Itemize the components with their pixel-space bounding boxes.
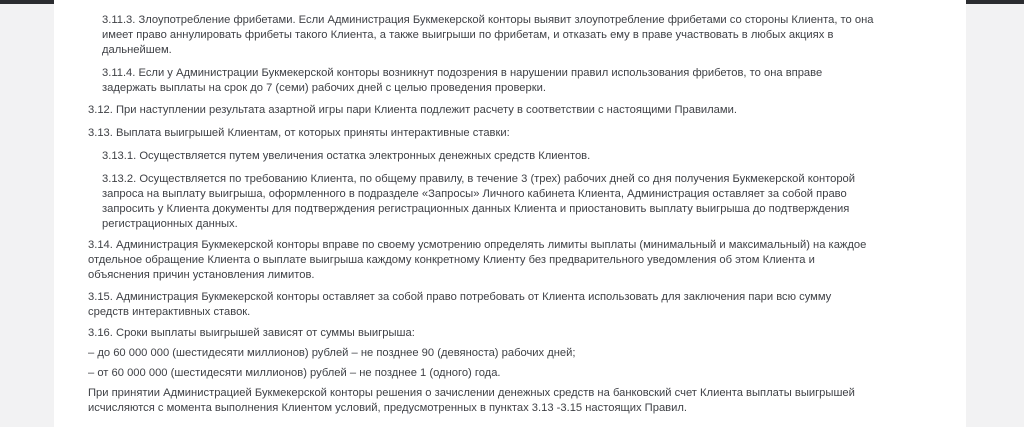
clause-3-13-2: 3.13.2. Осуществляется по требованию Клиента, по общему правилу, в течение 3 (трех) рабочих дней со дня получения Букмекерской конторой запроса на выплату выигрыша, оформленного в подразделе «Запросы» Личного кабинета Клиента, Администрация оставляет за собой право запросить у Клиента документы для подтверждения регистрационных данных Клиента и приостановить выплату выигрыша до подтверждения регистрационных данных. [102,173,856,230]
clause-3-13: 3.13. Выплата выигрышей Клиентам, от которых приняты интерактивные ставки: [88,127,510,139]
clause-3-16: 3.16. Сроки выплаты выигрышей зависят от суммы выигрыша: [88,327,415,339]
bank-account-payout-note: При принятии Администрацией Букмекерской конторы решения о зачислении денежных средств на банковский счет Клиента выплаты выигрышей исчисляются с момента выполнения Клиентом условий, предусмотренных в пунктах 3.13 -3.15 настоящих Правил. [88,387,855,414]
clause-3-15: 3.15. Администрация Букмекерской конторы оставляет за собой право потребовать от Клиента использовать для заключения пари всю сумму средств интерактивных ставок. [88,291,832,318]
clause-3-14: 3.14. Администрация Букмекерской конторы вправе по своему усмотрению определять лимиты выплаты (минимальный и максимальный) на каждое отдельное обращение Клиента о выплате выигрыша каждому конкретному Клиенту без предварительного уведомления об этом Клиента и объяснения причин установления лимитов. [88,239,867,281]
clause-3-11-4: 3.11.4. Если у Администрации Букмекерской конторы возникнут подозрения в нарушении правил использования фрибетов, то она вправе задержать выплаты на срок до 7 (семи) рабочих дней с целью проведения проверки. [102,67,823,94]
clause-3-12: 3.12. При наступлении результата азартной игры пари Клиента подлежит расчету в соответствии с настоящими Правилами. [88,104,737,116]
payout-term-item-2: – от 60 000 000 (шестидесяти миллионов) рублей – не позднее 1 (одного) года. [88,367,501,379]
clause-3-11-3: 3.11.3. Злоупотребление фрибетами. Если Администрация Букмекерской конторы выявит злоупотребление фрибетами со стороны Клиента, то она имеет право аннулировать фрибеты такого Клиента, а также выигрыши по фрибетам, и отказать ему в праве участвовать в любых акциях в дальнейшем. [102,14,874,56]
clause-3-13-1: 3.13.1. Осуществляется путем увеличения остатка электронных денежных средств Клиентов. [102,150,591,162]
rules-document [54,0,966,427]
payout-term-item-1: – до 60 000 000 (шестидесяти миллионов) рублей – не позднее 90 (девяноста) рабочих дней; [88,347,576,359]
